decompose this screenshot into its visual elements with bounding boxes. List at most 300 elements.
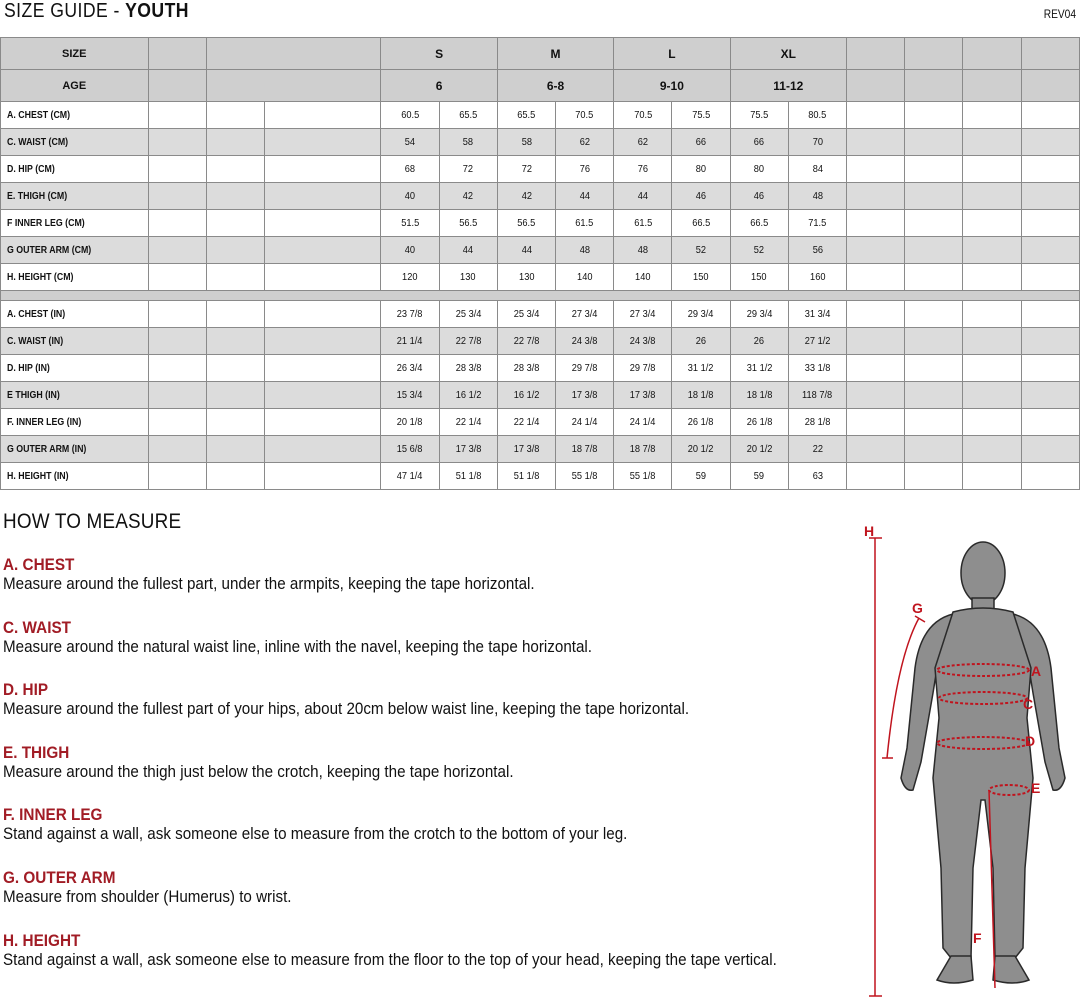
age-header-row-label: [1, 70, 149, 102]
measurement-value: [381, 382, 439, 409]
measurement-value: [381, 102, 439, 129]
measurement-value: [439, 183, 497, 210]
measurement-value-text: 51 1/8: [455, 470, 482, 482]
empty-cell: [206, 463, 264, 490]
row-label: [1, 183, 149, 210]
measurement-value: [614, 129, 672, 156]
empty-cell: [148, 129, 206, 156]
measurement-value: [439, 463, 497, 490]
measurement-value: [497, 183, 555, 210]
row-label: [1, 237, 149, 264]
empty-cell: [264, 301, 380, 328]
row-label-text: E. THIGH (CM): [7, 190, 68, 202]
empty-cell: [148, 382, 206, 409]
measurement-value: [439, 436, 497, 463]
measurement-value: [672, 183, 730, 210]
measurement-value-text: 150: [751, 271, 767, 283]
title-prefix: SIZE GUIDE -: [4, 0, 126, 22]
measurement-value: [555, 382, 613, 409]
empty-cell: [206, 102, 264, 129]
measurement-value: [614, 102, 672, 129]
in-row: [1, 301, 1080, 328]
cm-row: [1, 156, 1080, 183]
measure-description: Stand against a wall, ask someone else to measure from the crotch to the bottom of your leg.: [3, 825, 628, 844]
measurement-value: [381, 129, 439, 156]
measurement-value: [730, 264, 788, 291]
measurement-value: [497, 129, 555, 156]
measurement-value: [730, 328, 788, 355]
measurement-value-text: 140: [635, 271, 651, 283]
empty-cell: [264, 328, 380, 355]
size-header-row-label: [1, 38, 149, 70]
empty-cell: [847, 264, 905, 291]
measurement-value-text: 17 3/8: [629, 389, 656, 401]
empty-cell: [206, 70, 381, 102]
empty-cell: [206, 355, 264, 382]
measurement-value-text: 65.5: [459, 109, 478, 121]
figure-label-h: H: [864, 523, 875, 539]
measurement-value-text: 52: [695, 244, 707, 256]
measurement-value-text: 31 3/4: [804, 308, 831, 320]
measurement-value-text: 20 1/2: [688, 443, 714, 455]
measurement-value-text: 120: [402, 271, 418, 283]
row-label: [1, 156, 149, 183]
measurement-value-text: 68: [404, 163, 416, 175]
measurement-value-text: 29 7/8: [629, 362, 656, 374]
measurement-value: [439, 264, 497, 291]
size-header-row-value-text: M: [550, 46, 561, 61]
row-label: [1, 355, 149, 382]
measurement-value-text: 70.5: [575, 109, 594, 121]
empty-cell: [963, 183, 1021, 210]
measurement-value-text: 47 1/4: [397, 470, 423, 482]
empty-cell: [847, 382, 905, 409]
measurement-value-text: 22 1/4: [513, 416, 540, 428]
in-row: [1, 463, 1080, 490]
row-label-text: C. WAIST (IN): [7, 335, 64, 347]
empty-cell: [905, 156, 963, 183]
section-separator: [1, 291, 1080, 301]
empty-cell: [905, 129, 963, 156]
measurement-value-text: 24 3/8: [629, 335, 656, 347]
empty-cell: [847, 102, 905, 129]
size-header-row-value: [730, 38, 846, 70]
measurement-value-text: 25 3/4: [513, 308, 540, 320]
empty-cell: [206, 129, 264, 156]
measurement-value: [497, 301, 555, 328]
measurement-value-text: 58: [521, 136, 532, 148]
empty-cell: [1021, 436, 1079, 463]
measurement-value-text: 29 3/4: [688, 308, 714, 320]
measurement-value-text: 60.5: [400, 109, 419, 121]
measurement-value: [439, 301, 497, 328]
empty-cell: [148, 328, 206, 355]
empty-cell: [1021, 264, 1079, 291]
measurement-value-text: 40: [404, 244, 416, 256]
figure-label-f: F: [973, 930, 982, 946]
row-label-text: D. HIP (CM): [7, 163, 55, 175]
measurement-value: [555, 102, 613, 129]
empty-cell: [1021, 70, 1079, 102]
measurement-value-text: 28 1/8: [804, 416, 831, 428]
measurement-value-text: 71.5: [808, 217, 827, 229]
measurement-value: [497, 382, 555, 409]
row-label: [1, 129, 149, 156]
measurement-value: [497, 463, 555, 490]
size-header-row-value: [381, 38, 497, 70]
measurement-value-text: 66.5: [691, 217, 710, 229]
measurement-value-text: 44: [579, 190, 590, 202]
cm-row: [1, 129, 1080, 156]
measurement-value: [439, 102, 497, 129]
measurement-value: [614, 237, 672, 264]
measurement-value: [497, 210, 555, 237]
empty-cell: [905, 70, 963, 102]
measurement-value-text: 80: [695, 163, 707, 175]
row-label-text: C. WAIST (CM): [7, 136, 69, 148]
measurement-value-text: 22 1/4: [455, 416, 482, 428]
measurement-value: [381, 436, 439, 463]
age-header-row-label-text: AGE: [62, 79, 87, 92]
measurement-value: [730, 382, 788, 409]
figure-label-g: G: [912, 600, 923, 616]
measurement-value-text: 40: [404, 190, 416, 202]
measurement-value-text: 62: [579, 136, 590, 148]
row-label: [1, 264, 149, 291]
measurement-value-text: 27 1/2: [804, 335, 831, 347]
empty-cell: [1021, 210, 1079, 237]
measurement-value-text: 17 3/8: [513, 443, 540, 455]
measurement-value: [555, 436, 613, 463]
empty-cell: [905, 301, 963, 328]
empty-cell: [264, 436, 380, 463]
measure-description: Measure around the fullest part of your hips, about 20cm below waist line, keeping the tape horizontal.: [3, 700, 690, 719]
measurement-value: [555, 463, 613, 490]
measurement-value-text: 29 3/4: [746, 308, 773, 320]
measurement-value-text: 76: [579, 163, 590, 175]
measurement-value-text: 27 3/4: [629, 308, 656, 320]
measurement-value-text: 130: [460, 271, 476, 283]
measurement-value-text: 72: [463, 163, 474, 175]
row-label-text: G OUTER ARM (CM): [7, 244, 92, 256]
empty-cell: [1021, 382, 1079, 409]
empty-cell: [1021, 463, 1079, 490]
measurement-value-text: 70.5: [633, 109, 652, 121]
measurement-value: [381, 409, 439, 436]
empty-cell: [1021, 129, 1079, 156]
measurement-value: [439, 129, 497, 156]
empty-cell: [264, 382, 380, 409]
measurement-value: [614, 301, 672, 328]
measure-heading: H. HEIGHT: [3, 930, 81, 950]
measurement-value: [788, 436, 846, 463]
measure-description: Measure around the thigh just below the crotch, keeping the tape horizontal.: [3, 762, 514, 781]
measurement-value: [555, 183, 613, 210]
age-header-row-value: [381, 70, 497, 102]
measurement-value: [555, 237, 613, 264]
measurement-value-text: 20 1/2: [746, 443, 773, 455]
empty-cell: [963, 436, 1021, 463]
measurement-value-text: 66: [695, 136, 707, 148]
measurement-value-text: 42: [521, 190, 532, 202]
measurement-value-text: 15 3/4: [397, 389, 423, 401]
in-row: [1, 355, 1080, 382]
in-row: [1, 409, 1080, 436]
measurement-value-text: 17 3/8: [455, 443, 482, 455]
in-row: [1, 436, 1080, 463]
measurement-value-text: 28 3/8: [513, 362, 540, 374]
empty-cell: [206, 237, 264, 264]
figure-label-c: C: [1023, 696, 1034, 712]
row-label: [1, 409, 149, 436]
measurement-value-text: 55 1/8: [629, 470, 656, 482]
row-label-text: H. HEIGHT (IN): [7, 470, 69, 482]
measurement-value: [788, 301, 846, 328]
cm-row: [1, 237, 1080, 264]
body-silhouette: [901, 542, 1065, 983]
measurement-value: [788, 129, 846, 156]
measurement-value-text: 46: [754, 190, 765, 202]
measurement-value-text: 20 1/8: [397, 416, 423, 428]
empty-cell: [148, 237, 206, 264]
measurement-value-text: 15 6/8: [397, 443, 423, 455]
measurement-value-text: 56.5: [459, 217, 478, 229]
empty-cell: [963, 409, 1021, 436]
measure-description: Measure around the natural waist line, inline with the navel, keeping the tape horizontal.: [3, 637, 593, 656]
measurement-value: [381, 301, 439, 328]
row-label-text: E THIGH (IN): [7, 389, 60, 401]
measurement-value: [672, 156, 730, 183]
measurement-value: [788, 463, 846, 490]
age-header-row-value: [497, 70, 613, 102]
cm-row: [1, 102, 1080, 129]
measurement-value-text: 130: [518, 271, 535, 283]
age-header-row-value-text: 6-8: [546, 78, 565, 93]
measurement-value-text: 52: [754, 244, 765, 256]
revision-label: REV04: [1043, 7, 1076, 21]
measurement-value: [497, 237, 555, 264]
measure-heading: G. OUTER ARM: [3, 868, 116, 887]
measurement-value: [672, 301, 730, 328]
empty-cell: [847, 355, 905, 382]
measure-item: [3, 743, 843, 782]
measurement-value-text: 33 1/8: [804, 362, 831, 374]
measurement-value-text: 26: [695, 335, 707, 347]
empty-cell: [148, 38, 206, 70]
empty-cell: [148, 183, 206, 210]
measure-item: [3, 618, 843, 657]
measurement-value: [614, 328, 672, 355]
row-label: [1, 301, 149, 328]
measurement-value: [497, 102, 555, 129]
empty-cell: [206, 156, 264, 183]
measurement-value-text: 150: [693, 271, 709, 283]
measurement-value: [672, 237, 730, 264]
figure-label-d: D: [1025, 733, 1036, 749]
measurement-value-text: 24 1/4: [571, 416, 598, 428]
empty-cell: [847, 301, 905, 328]
cm-row: [1, 264, 1080, 291]
empty-cell: [847, 463, 905, 490]
empty-cell: [1021, 38, 1079, 70]
empty-cell: [905, 210, 963, 237]
size-header-row-label-text: SIZE: [62, 47, 87, 60]
measurement-value: [672, 409, 730, 436]
empty-cell: [905, 183, 963, 210]
empty-cell: [905, 463, 963, 490]
row-label-text: D. HIP (IN): [7, 362, 50, 374]
measurement-value: [439, 237, 497, 264]
empty-cell: [206, 436, 264, 463]
measure-description: Measure from shoulder (Humerus) to wrist.: [3, 888, 292, 906]
title-bold: YOUTH: [125, 0, 189, 22]
measurement-value-text: 56: [812, 244, 823, 256]
measurement-value: [381, 210, 439, 237]
measurement-value-text: 18 7/8: [571, 443, 598, 455]
measurement-value: [439, 382, 497, 409]
empty-cell: [206, 328, 264, 355]
empty-cell: [905, 38, 963, 70]
empty-cell: [905, 102, 963, 129]
measurement-value: [614, 156, 672, 183]
empty-cell: [963, 355, 1021, 382]
size-header-row-value-text: S: [435, 46, 444, 61]
empty-cell: [847, 38, 905, 70]
empty-cell: [264, 463, 380, 490]
size-header-row-value-text: XL: [780, 46, 796, 61]
measurement-value: [788, 156, 846, 183]
measurement-value-text: 16 1/2: [455, 389, 482, 401]
empty-cell: [905, 382, 963, 409]
row-label-text: F. INNER LEG (IN): [7, 416, 82, 428]
measurement-value-text: 75.5: [750, 109, 769, 121]
measurement-value-text: 26 1/8: [688, 416, 714, 428]
empty-cell: [847, 328, 905, 355]
measurement-value: [497, 409, 555, 436]
measurement-value: [497, 436, 555, 463]
empty-cell: [905, 409, 963, 436]
measurement-value: [614, 183, 672, 210]
in-row: [1, 328, 1080, 355]
empty-cell: [206, 38, 381, 70]
row-label-text: F INNER LEG (CM): [7, 217, 85, 229]
measurement-value: [730, 463, 788, 490]
empty-cell: [905, 355, 963, 382]
measurement-value: [672, 463, 730, 490]
measurement-value: [439, 156, 497, 183]
measurement-value-text: 31 1/2: [746, 362, 773, 374]
measurement-value-text: 31 1/2: [688, 362, 714, 374]
measurement-value-text: 28 3/8: [455, 362, 482, 374]
measurement-value: [672, 210, 730, 237]
measurement-value-text: 61.5: [575, 217, 594, 229]
measurement-value: [730, 301, 788, 328]
row-label: [1, 328, 149, 355]
measurement-value: [672, 102, 730, 129]
measurement-value-text: 22 7/8: [513, 335, 540, 347]
age-header-row-value: [614, 70, 730, 102]
measurement-value: [439, 210, 497, 237]
measurement-value-text: 56.5: [517, 217, 536, 229]
measurement-value-text: 22: [812, 443, 823, 455]
empty-cell: [963, 156, 1021, 183]
row-label: [1, 102, 149, 129]
empty-cell: [847, 409, 905, 436]
measurement-value: [555, 129, 613, 156]
measure-heading: F. INNER LEG: [3, 805, 103, 825]
empty-cell: [847, 210, 905, 237]
measurement-value-text: 22 7/8: [455, 335, 482, 347]
row-label: [1, 382, 149, 409]
empty-cell: [264, 264, 380, 291]
measurement-value-text: 66.5: [750, 217, 769, 229]
measurement-value-text: 18 1/8: [746, 389, 773, 401]
measurement-value-text: 80: [754, 163, 765, 175]
measurement-value-text: 160: [809, 271, 826, 283]
empty-cell: [206, 301, 264, 328]
measurement-value-text: 23 7/8: [397, 308, 423, 320]
measurement-value: [730, 409, 788, 436]
measurement-value-text: 59: [695, 470, 707, 482]
measurement-value-text: 48: [579, 244, 590, 256]
empty-cell: [148, 264, 206, 291]
measurement-value-text: 48: [637, 244, 648, 256]
measurement-value: [614, 210, 672, 237]
measurement-value: [555, 355, 613, 382]
empty-cell: [148, 355, 206, 382]
empty-cell: [963, 264, 1021, 291]
measurement-value: [555, 156, 613, 183]
measurement-value: [439, 355, 497, 382]
measure-description: Measure around the fullest part, under the armpits, keeping the tape horizontal.: [3, 575, 535, 593]
measurement-value: [788, 328, 846, 355]
size-table: [0, 37, 1080, 490]
in-row: [1, 382, 1080, 409]
empty-cell: [264, 183, 380, 210]
measurement-value: [672, 382, 730, 409]
measure-heading: A. CHEST: [3, 555, 75, 574]
measurement-value: [788, 102, 846, 129]
measurement-value-text: 26 1/8: [746, 416, 773, 428]
empty-cell: [1021, 102, 1079, 129]
empty-cell: [148, 70, 206, 102]
empty-cell: [206, 382, 264, 409]
measurement-value: [672, 436, 730, 463]
page-title: [4, 0, 189, 23]
row-label-text: G OUTER ARM (IN): [7, 443, 87, 455]
row-label: [1, 210, 149, 237]
measurement-value: [730, 210, 788, 237]
measurement-value: [555, 264, 613, 291]
age-header-row-value-text: 9-10: [659, 78, 684, 93]
measurement-value-text: 76: [637, 163, 648, 175]
measurement-value-text: 42: [463, 190, 474, 202]
measurement-value: [730, 102, 788, 129]
size-header-row-value: [614, 38, 730, 70]
measurement-value-text: 140: [576, 271, 593, 283]
measurement-value-text: 59: [754, 470, 765, 482]
measurement-value-text: 16 1/2: [513, 389, 540, 401]
measurement-value-text: 44: [463, 244, 474, 256]
measurement-value: [497, 264, 555, 291]
empty-cell: [1021, 328, 1079, 355]
measurement-value: [614, 355, 672, 382]
measurement-value: [497, 328, 555, 355]
measurement-value: [381, 156, 439, 183]
measurement-value: [788, 237, 846, 264]
measure-item: [3, 868, 843, 907]
empty-cell: [1021, 183, 1079, 210]
